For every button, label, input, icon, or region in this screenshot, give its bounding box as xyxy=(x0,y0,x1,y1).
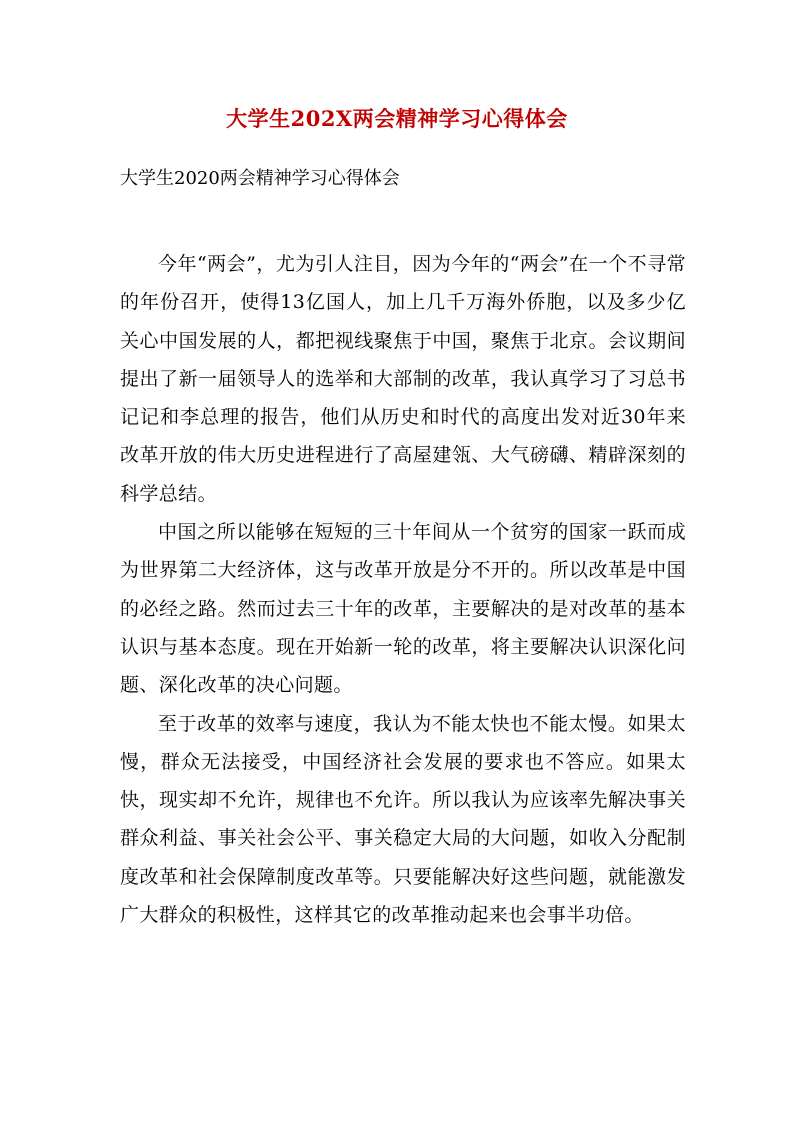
document-title: 大学生202X两会精神学习心得体会 xyxy=(226,106,568,131)
document-subtitle: 大学生2020两会精神学习心得体会 xyxy=(120,168,400,189)
body-paragraph-3: 至于改革的效率与速度，我认为不能太快也不能太慢。如果太慢，群众无法接受，中国经济社会发展的要求也不答应。如果太快，现实却不允许，规律也不允许。所以我认为应该率先解决事关群众利益、事关社会公平、事关稳定大局的大问题，如收入分配制度改革和社会保障制度改革等。只要能解决好这些问题，就能激发广大群众的积极性，这样其它的改革推动起来也会事半功倍。 xyxy=(120,712,686,927)
document-body xyxy=(120,245,686,934)
body-paragraph-1: 今年“两会”，尤为引人注目，因为今年的“两会”在一个不寻常的年份召开，使得13亿国人，加上几千万海外侨胞，以及多少亿关心中国发展的人，都把视线聚焦于中国，聚焦于北京。会议期间提出了新一届领导人的选举和大部制的改革，我认真学习了习总书记记和李总理的报告，他们从历史和时代的高度出发对近30年来改革开放的伟大历史进程进行了高屋建瓴、大气磅礴、精辟深刻的科学总结。 xyxy=(120,253,686,505)
body-paragraph-2: 中国之所以能够在短短的三十年间从一个贫穷的国家一跃而成为世界第二大经济体，这与改革开放是分不开的。所以改革是中国的必经之路。然而过去三十年的改革，主要解决的是对改革的基本认识与基本态度。现在开始新一轮的改革，将主要解决认识深化问题、深化改革的决心问题。 xyxy=(120,521,686,697)
